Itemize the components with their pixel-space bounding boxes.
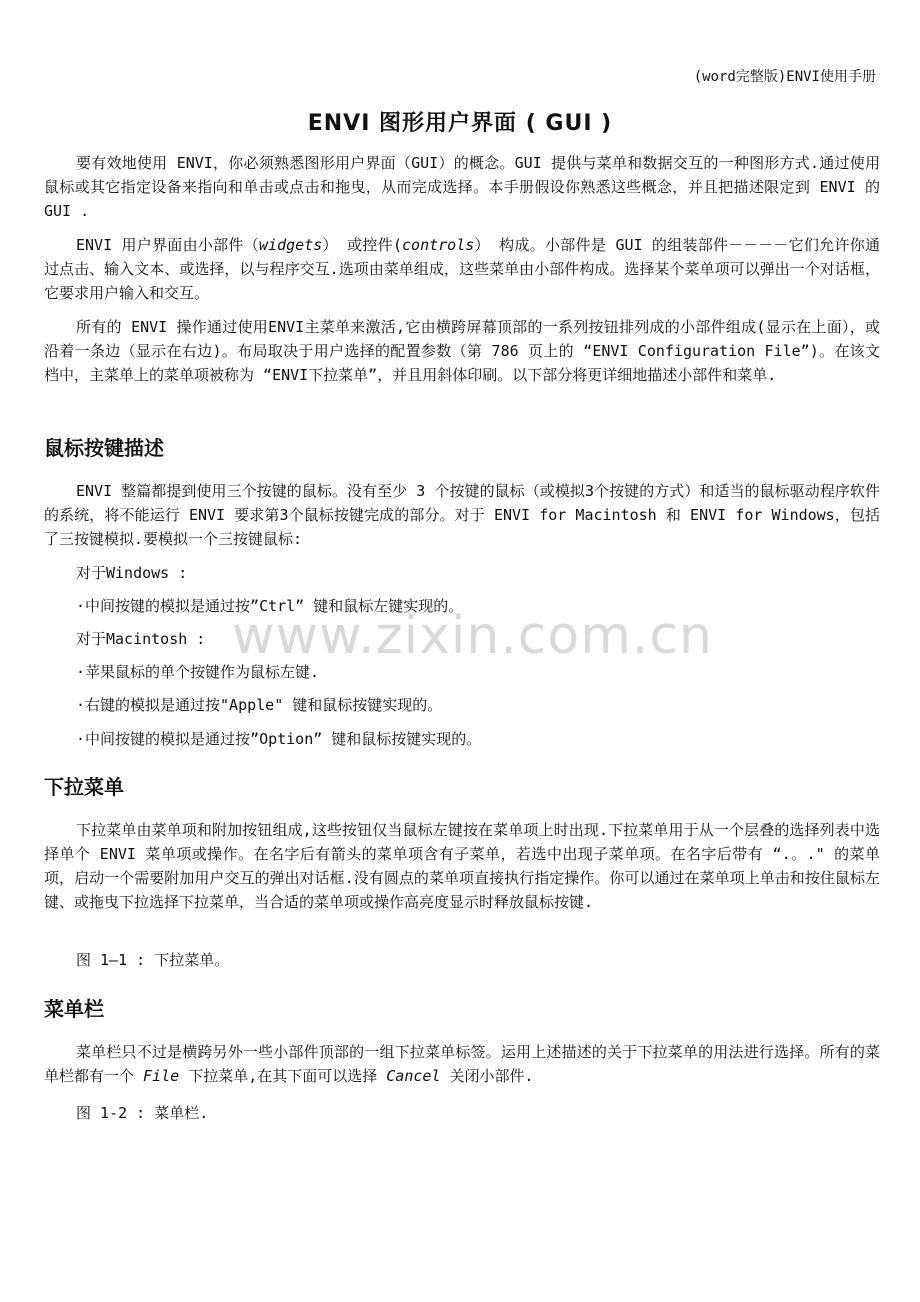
- widgets-term: widgets: [259, 236, 323, 254]
- menubar-paragraph: 菜单栏只不过是横跨另外一些小部件顶部的一组下拉菜单标签。运用上述描述的关于下拉菜单的用法进行选择。所有的菜单栏都有一个 File 下拉菜单,在其下面可以选择 Cancel 关闭小部件.: [44, 1043, 880, 1085]
- page-title: ENVI 图形用户界面 ( GUI ): [307, 111, 613, 136]
- intro-paragraph-1: 要有效地使用 ENVI，你必须熟悉图形用户界面（GUI）的概念。GUI 提供与菜单和数据交互的一种图形方式.通过使用鼠标或其它指定设备来指向和单击或点击和拖曳，从而完成选择。本手册假设你熟悉这些概念，并且把描述限定到 ENVI 的 GUI .: [44, 154, 880, 220]
- windows-label: 对于Windows :: [76, 564, 188, 582]
- macintosh-bullet-3: ·中间按键的模拟是通过按”Option” 键和鼠标按键实现的。: [76, 730, 482, 748]
- macintosh-label: 对于Macintosh :: [76, 630, 206, 648]
- dropdown-paragraph: 下拉菜单由菜单项和附加按钮组成,这些按钮仅当鼠标左键按在菜单项上时出现.下拉菜单用于从一个层叠的选择列表中选择单个 ENVI 菜单项或操作。在名字后有箭头的菜单项含有子菜单，若选中出现子菜单项。在名字后带有 “.。." 的菜单项，启动一个需要附加用户交互的弹出对话框.没有圆点的菜单项直接执行指定操作。你可以通过在菜单项上单击和按住鼠标左键、或拖曳下拉选择下拉菜单，当合适的菜单项或操作高亮度显示时释放鼠标按键.: [44, 821, 880, 911]
- figure-caption-dropdown: 图 1—1 : 下拉菜单。: [76, 951, 230, 969]
- figure-caption-menubar: 图 1-2 : 菜单栏.: [76, 1104, 209, 1122]
- intro-paragraph-2: ENVI 用户界面由小部件（widgets） 或控件(controls） 构成。小部件是 GUI 的组装部件－－－－它们允许你通过点击、输入文本、或选择，以与程序交互.选项由菜单组成，这些菜单由小部件构成。选择某个菜单项可以弹出一个对话框，它要求用户输入和交互。: [44, 236, 881, 302]
- heading-mouse-buttons: 鼠标按键描述: [44, 436, 164, 460]
- macintosh-bullet-2: ·右键的模拟是通过按"Apple" 键和鼠标按键实现的。: [76, 696, 443, 714]
- heading-menu-bar: 菜单栏: [44, 997, 104, 1021]
- windows-bullet: ·中间按键的模拟是通过按”Ctrl” 键和鼠标左键实现的。: [76, 597, 464, 615]
- watermark: www.zixin.com.cn: [232, 606, 713, 666]
- intro-paragraph-3: 所有的 ENVI 操作通过使用ENVI主菜单来激活,它由横跨屏幕顶部的一系列按钮排列成的小部件组成(显示在上面），或沿着一条边（显示在右边)。布局取决于用户选择的配置参数（第 786 页上的 “ENVI Configuration File”)。在该文档中，主菜单上的菜单项被称为 “ENVI下拉菜单”，并且用斜体印刷。以下部分将更详细地描述小部件和菜单.: [44, 318, 880, 384]
- macintosh-bullet-1: ·苹果鼠标的单个按键作为鼠标左键.: [76, 663, 320, 681]
- heading-dropdown-menus: 下拉菜单: [44, 775, 124, 799]
- cancel-term: Cancel: [386, 1067, 441, 1085]
- mouse-paragraph: ENVI 整篇都提到使用三个按键的鼠标。没有至少 3 个按键的鼠标（或模拟3个按键的方式）和适当的鼠标驱动程序软件的系统，将不能运行 ENVI 要求第3个鼠标按键完成的部分。对于 ENVI for Macintosh 和 ENVI for Windows，包括了三按键模拟.要模拟一个三按键鼠标:: [44, 482, 880, 548]
- file-term: File: [143, 1067, 180, 1085]
- running-header: (word完整版)ENVI使用手册: [693, 69, 876, 85]
- controls-term: controls: [402, 236, 475, 254]
